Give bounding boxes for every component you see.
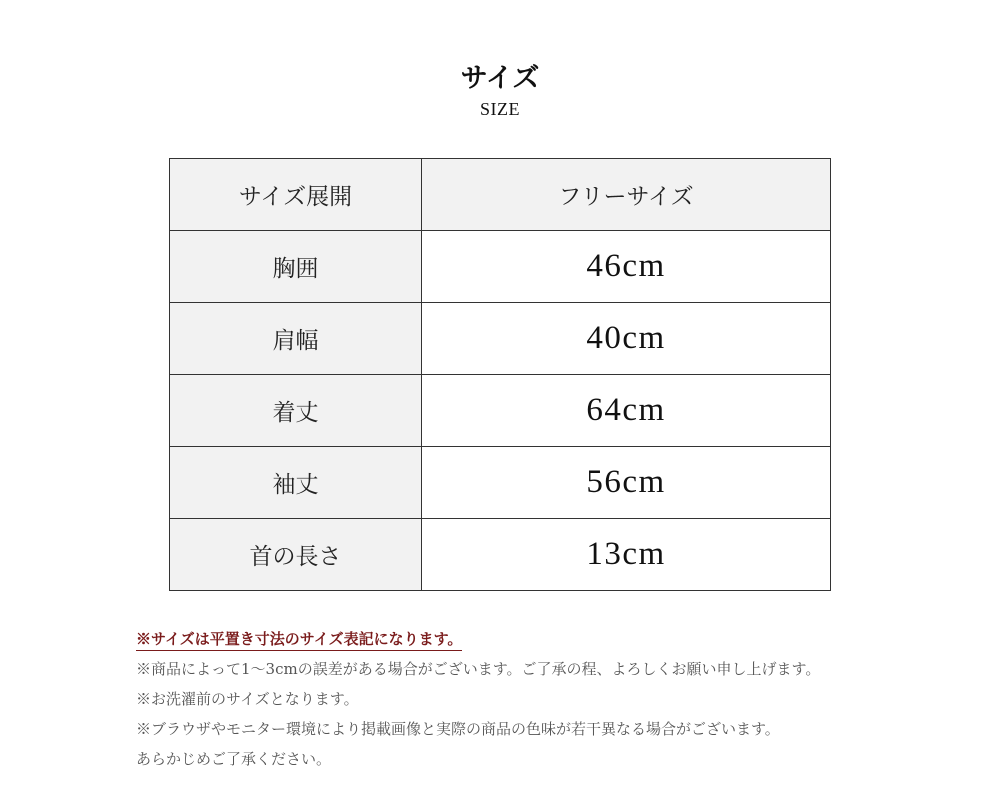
row-label-chest: 胸囲 — [170, 231, 422, 303]
note-line: あらかじめご了承ください。 — [136, 750, 332, 768]
note-line: ※ブラウザやモニター環境により掲載画像と実際の商品の色味が若干異なる場合がございます。 — [136, 720, 780, 738]
header-value-cell: フリーサイズ — [422, 159, 831, 231]
row-label-shoulder: 肩幅 — [170, 303, 422, 375]
row-label-sleeve: 袖丈 — [170, 447, 422, 519]
page-title: サイズ — [460, 63, 540, 94]
table-row — [170, 375, 831, 447]
table-row — [170, 231, 831, 303]
table-row — [170, 519, 831, 591]
row-value-neck: 13cm — [422, 519, 831, 591]
table-row — [170, 303, 831, 375]
table-header-row — [170, 159, 831, 231]
notes-section — [136, 624, 976, 774]
note-line: ※お洗濯前のサイズとなります。 — [136, 690, 359, 708]
row-value-sleeve: 56cm — [422, 447, 831, 519]
note-highlight-text: ※サイズは平置き寸法のサイズ表記になります。 — [136, 630, 462, 651]
row-value-length: 64cm — [422, 375, 831, 447]
row-value-shoulder: 40cm — [422, 303, 831, 375]
row-value-chest: 46cm — [422, 231, 831, 303]
table-row — [170, 447, 831, 519]
note-highlight — [136, 624, 976, 654]
row-label-neck: 首の長さ — [170, 519, 422, 591]
page-subtitle: SIZE — [480, 99, 520, 119]
row-label-length: 着丈 — [170, 375, 422, 447]
note-line: ※商品によって1～3cmの誤差がある場合がございます。ご了承の程、よろしくお願い申し上げます。 — [136, 660, 821, 678]
size-table — [169, 158, 831, 591]
header-label-cell: サイズ展開 — [170, 159, 422, 231]
